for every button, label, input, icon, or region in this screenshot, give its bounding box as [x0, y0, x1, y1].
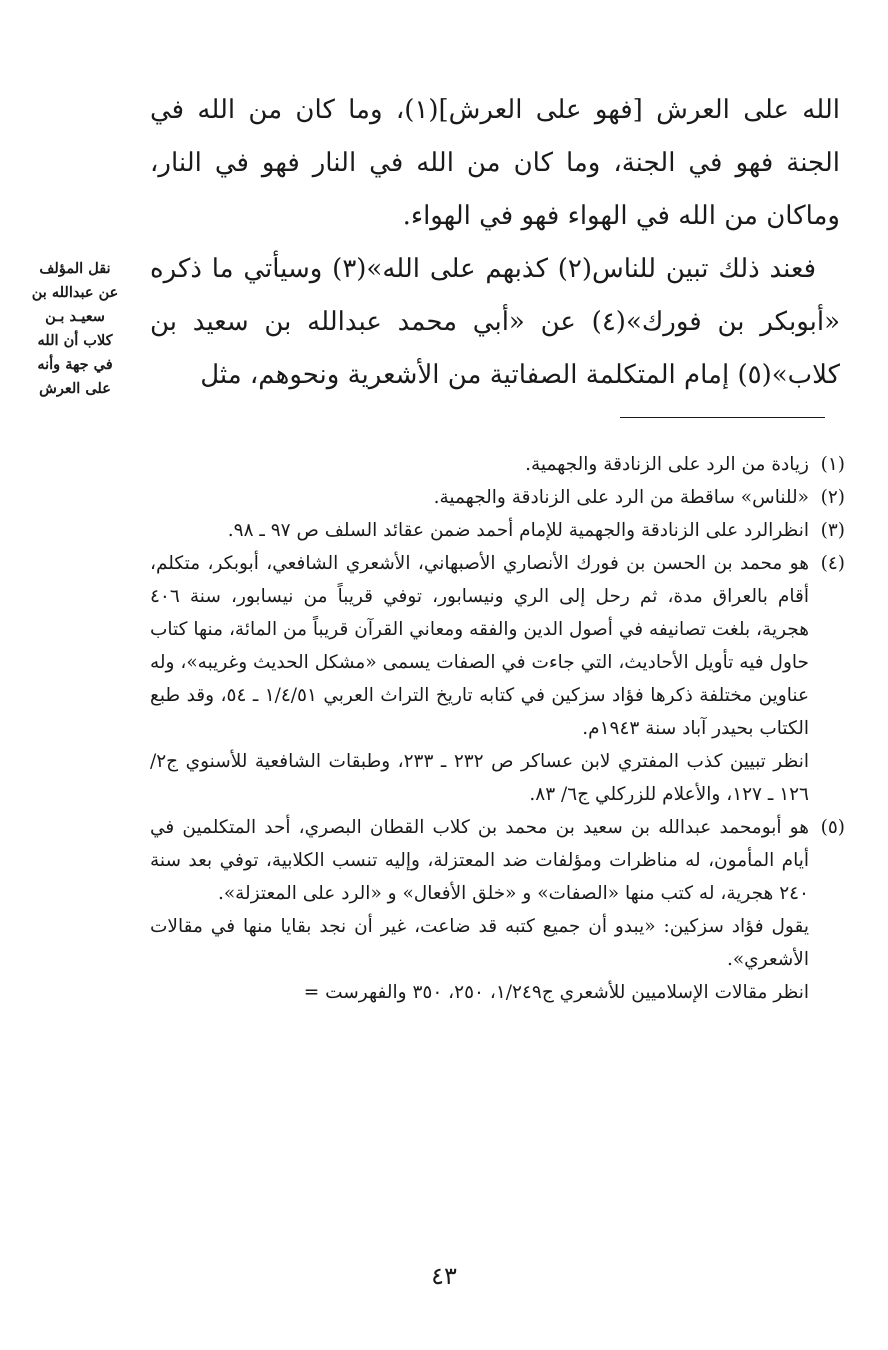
margin-note-line: نقل المؤلف [39, 260, 111, 277]
margin-note-line: على العرش [39, 380, 111, 397]
footnote-text: زيادة من الرد على الزنادقة والجهمية. [525, 454, 809, 475]
footnote-text: هو أبومحمد عبدالله بن سعيد بن محمد بن كلاب القطان البصري، أحد المتكلمين في أيام المأمون، له مناظرات ومؤلفات ضد المعتزلة، وإليه تنسب الكلابية، توفي بعد سنة ٢٤٠ هجرية، له كتب منها «الصفات» و «خلق الأفعال» و «الرد على المعتزلة». [150, 817, 809, 904]
main-text [150, 84, 840, 402]
footnote-body [150, 481, 809, 514]
footnote-1 [150, 448, 845, 481]
footnotes [150, 448, 845, 1009]
margin-note-line: سعيـد بـن [45, 308, 105, 325]
footnote-number: (٣) [820, 520, 845, 541]
page-number: ٤٣ [431, 1262, 457, 1290]
footnote-4 [150, 547, 845, 811]
footnote-number: (٢) [820, 487, 845, 508]
main-paragraph-1: الله على العرش [فهو على العرش](١)، وما كان من الله في الجنة فهو في الجنة، وما كان من الله في النار فهو في النار، وماكان من الله في الهواء فهو في الهواء. [150, 95, 840, 231]
footnote-body [150, 448, 809, 481]
margin-note [30, 257, 120, 401]
margin-note-line: في جهة وأنه [37, 356, 113, 373]
footnote-3 [150, 514, 845, 547]
footnote-body [150, 811, 809, 1009]
footnote-text: هو محمد بن الحسن بن فورك الأنصاري الأصبهاني، الأشعري الشافعي، أبوبكر، متكلم، أقام بالعراق مدة، ثم رحل إلى الري ونيسابور، توفي قريباً من نيسابور، سنة ٤٠٦ هجرية، بلغت تصانيفه في أصول الدين والفقه ومعاني القرآن قريباً من المائة، منها كتاب حاول فيه تأويل الأحاديث، التي جاءت في الصفات يسمى «مشكل الحديث وغريبه»، وله عناوين مختلفة ذكرها فؤاد سزكين في كتابه تاريخ التراث العربي ١/٤/٥١ ـ ٥٤، وقد طبع الكتاب بحيدر آباد سنة ١٩٤٣م. [150, 553, 809, 739]
margin-note-line: كلاب أن الله [37, 332, 113, 349]
footnote-number: (٥) [820, 817, 845, 838]
footnote-text: انظر مقالات الإسلاميين للأشعري ج١/٢٤٩، ٢٥٠، ٣٥٠ والفهرست = [303, 982, 809, 1003]
footnote-body [150, 514, 809, 547]
footnote-2 [150, 481, 845, 514]
footnote-5 [150, 811, 845, 1009]
footnote-body [150, 547, 809, 811]
footnote-number: (٤) [820, 553, 845, 574]
footnote-text: انظرالرد على الزنادقة والجهمية للإمام أحمد ضمن عقائد السلف ص ٩٧ ـ ٩٨. [227, 520, 809, 541]
footnote-text: «للناس» ساقطة من الرد على الزنادقة والجهمية. [433, 487, 809, 508]
main-paragraph-2: فعند ذلك تبين للناس(٢) كذبهم على الله»(٣) وسيأتي ما ذكره «أبوبكر بن فورك»(٤) عن «أبي محمد عبدالله بن سعيد بن كلاب»(٥) إمام المتكلمة الصفاتية من الأشعرية ونحوهم، مثل [150, 254, 840, 390]
margin-note-line: عن عبدالله بن [31, 284, 119, 301]
footnote-number: (١) [820, 454, 845, 475]
footnote-separator [620, 417, 825, 418]
footnote-text: يقول فؤاد سزكين: «يبدو أن جميع كتبه قد ضاعت، غير أن نجد بقايا منها في مقالات الأشعري». [150, 916, 809, 970]
footnote-text: انظر تبيين كذب المفتري لابن عساكر ص ٢٣٢ ـ ٢٣٣، وطبقات الشافعية للأسنوي ج٢/ ١٢٦ ـ ١٢٧، والأعلام للزركلي ج٦/ ٨٣. [150, 751, 809, 805]
